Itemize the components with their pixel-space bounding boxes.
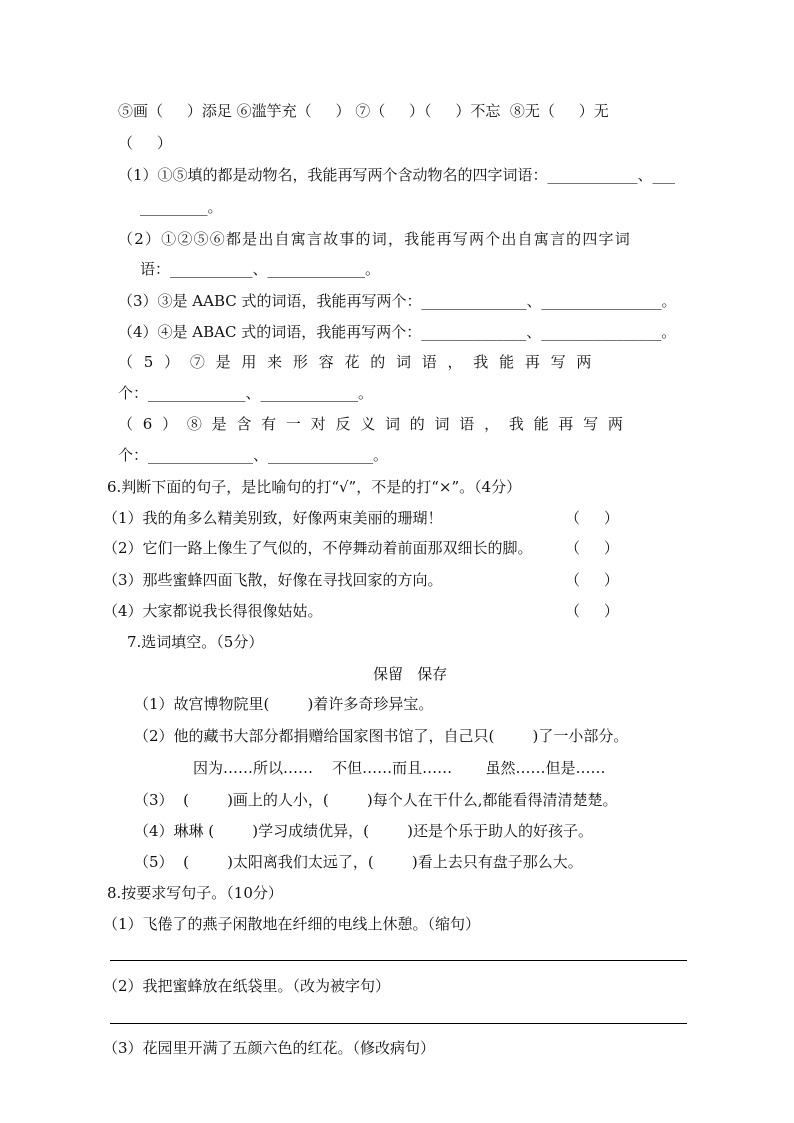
q7-sentence-1: （1）故宫博物院里( )着许多奇珍异宝。 <box>134 695 434 713</box>
q6-item-2: （2）它们一路上像生了气似的，不停舞动着前面那双细长的脚。 <box>103 539 533 557</box>
task5-q5-line2: 个：_____________、_____________。 <box>118 384 374 402</box>
task5-q4: （4）④是 ABAC 式的词语，我能再写两个：______________、________________。 <box>118 323 677 341</box>
q7-sentence-4: （4）琳琳 ( )学习成绩优异，( )还是个乐于助人的好孩子。 <box>134 822 594 840</box>
q6-item-1: （1）我的角多么精美别致，好像两束美丽的珊瑚！ <box>103 509 443 527</box>
task5-q1-line2: _________。 <box>140 198 223 216</box>
q6-item-3-blank[interactable]: （ ） <box>565 571 619 589</box>
q8-title: 8.按要求写句子。（10分） <box>107 884 283 902</box>
q8-sentence-3: （3）花园里开满了五颜六色的红花。（修改病句） <box>103 1039 436 1057</box>
task5-q6-line1: （ 6 ） ⑧ 是 含 有 一 对 反 义 词 的 词 语 ， 我 能 再 写 两 <box>118 415 626 433</box>
q7-word-choices-2: 因为……所以…… 不但……而且…… 虽然……但是…… <box>193 759 606 777</box>
task5-q1-line1: （1）①⑤填的都是动物名，我能再写两个含动物名的四字词语：____________、___ <box>118 166 676 184</box>
q6-item-2-blank[interactable]: （ ） <box>565 539 619 557</box>
q8-answer-line-1[interactable] <box>110 960 687 961</box>
q6-item-3: （3）那些蜜蜂四面飞散，好像在寻找回家的方向。 <box>103 571 443 589</box>
q8-sentence-2: （2）我把蜜蜂放在纸袋里。（改为被字句） <box>103 977 391 995</box>
task5-q3: （3）③是 AABC 式的词语，我能再写两个：______________、________________。 <box>118 292 677 310</box>
q7-title: 7.选词填空。（5分） <box>127 633 264 651</box>
task5-q2-line1: （2）①②⑤⑥都是出自寓言故事的词，我能再写两个出自寓言的四字词 <box>118 230 631 248</box>
q6-title: 6.判断下面的句子，是比喻句的打“√”，不是的打“×”。（4分） <box>107 478 522 496</box>
q6-item-4: （4）大家都说我长得很像姑姑。 <box>103 602 323 620</box>
q7-sentence-5: （5） ( )太阳离我们太远了，( )看上去只有盘子那么大。 <box>134 853 583 871</box>
q7-sentence-2: （2）他的藏书大部分都捐赠给国家图书馆了，自己只( )了一小部分。 <box>134 727 629 745</box>
q7-word-choices-1: 保留 保存 <box>373 665 448 683</box>
task5-q5-line1: （ 5 ） ⑦ 是 用 来 形 容 花 的 词 语 ， 我 能 再 写 两 <box>118 353 595 371</box>
q6-item-1-blank[interactable]: （ ） <box>565 509 619 527</box>
task5-q2-line2: 语：___________、_____________。 <box>140 260 381 278</box>
q6-item-4-blank[interactable]: （ ） <box>565 602 619 620</box>
q8-answer-line-2[interactable] <box>110 1023 687 1024</box>
idioms-row-1: ⑤画（ ）添足 ⑥滥竽充（ ） ⑦（ ）（ ）不忘 ⑧无（ ）无 <box>118 102 609 120</box>
q7-sentence-3: （3） ( )画上的人小，( )每个人在干什么,都能看得清清楚楚。 <box>134 791 618 809</box>
idioms-row-2: （ ） <box>118 134 172 152</box>
q8-sentence-1: （1）飞倦了的燕子闲散地在纤细的电线上休憩。（缩句） <box>103 915 481 933</box>
task5-q6-line2: 个：______________、______________。 <box>118 446 389 464</box>
